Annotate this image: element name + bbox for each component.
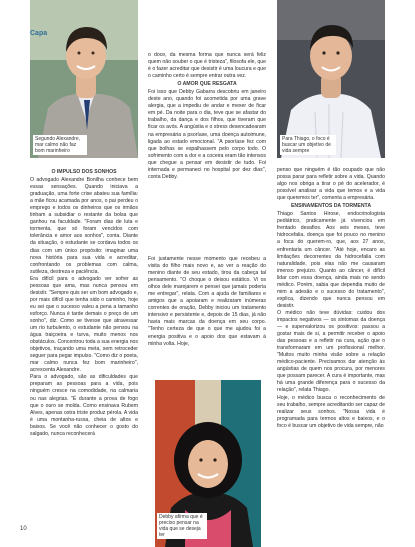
debby-caption: Debby afirma que é preciso pensar na vida que se deseja ter — [157, 513, 207, 539]
alexandre-caption: Segundo Alexandre, mar calmo não faz bom marinheiro — [33, 135, 87, 155]
thiago-caption: Para Thiago, o foco é buscar um objetivo de vida sempre — [280, 135, 336, 155]
subheading-impulso: O IMPULSO DOS SONHOS — [51, 169, 117, 175]
paragraph: O médico não teve dúvidas: cuidou dos impactos negativos — os sintomas da doença — e supervalorizou os positivos: passou a gostar mais de si, a permitir receber o apoio das pessoas e a refletir na cura, ação que o transformaram em um profissional melhor. "Muitos muito minha visão sobre a relação médico-paciente. Precisamos dar atenção às angústias de quem nos procura, por menores que possam parecer. A cura é importante, mas há uma grande diferença para o sucesso da relação", relata Thiago. — [277, 309, 385, 394]
paragraph: Para o advogado, são as dificuldades que preparam as pessoas para a vida, pois ninguém cresce na comodidade, na calmaria ou nas alegrias. "É durante a prova de fogo que o ouro se molda. Como ensinava Rubem Alves, apenas ostra triste produz pérola. A vida é uma montanha-russa, cheia de altos e baixos. Se você não conhecer o gosto do salgado, nunca reconhecerá — [30, 374, 138, 437]
section-tab: Capa — [30, 30, 48, 37]
paragraph: Era difícil para o advogado ver sofrer as pessoas que ama, mas nunca pensou em desistir. "Sempre quis ser um bom advogado e, por mais difícil que tenha sido o caminho, hoje eu sei que o sucesso valeu a pena a tamanho esforço. Nunca é tarde demais o preço de um sonho", diz. Como se tivesse que atravessar um rio turbulento, o estudante não pensou na água traiçoeira e turva, muito menos nos obstáculos. Concentrou toda a sua energia nos objetivos, traçando uma meta, sem retroceder seguer para pegar impulso. "Como diz o poeta, mar calmo nunca fez bom marinheiro", acrescenta Alexandre. — [30, 275, 138, 374]
paragraph: Foi isso que Debby Gabarra descobriu em janeiro deste ano, quando foi acometida por uma grave alergia, que a impediu de andar e mexer de ficar em pé. Da noite para o dia, teve que se afastar do trabalho, da dança e dos filhos, que tiveram que ficar os avós. A angústia e o stress desencadearam na empresária a psoríase, uma doença autoimune, ligada ao estado emocional. "A psoríase fez com que bolhas se espalhassem pelo corpo todo. O sofrimento com a dor e a coceira eram tão intensos que chegue a pensar em desistir de tudo. Foi internada e permaneci no hospital por dez dias", conta Debby. — [148, 89, 266, 180]
paragraph: o doce, da mesma forma que nunca será feliz quem não souber o que é tristeza", filosofa ele, que é o fazer acreditar que desistir é uma loucura e que o caminho certo é sempre entrar outra vez. — [148, 52, 266, 80]
paragraph: Hoje, o médico busca o reconhecimento de seu trabalho, sempre acreditando ser capaz de realizar seus sonhos. "Nossa vida é programada para termos altos e baixos, e o foco é buscar um objetivo de vida sempre, não — [277, 394, 385, 429]
page-number: 10 — [20, 526, 27, 532]
article-column-2 — [148, 52, 266, 181]
paragraph: Thiago Santos Hirose, endocrinologista pediátrico, praticamente já vivenciou em frentado desafios. Aos seis meses, teve hidrocefalia, doença que foi pouco no menino a foca do querem-ro, que, aos 27 anos, enfrentaria um câncer. "Até hoje, encaro as limitações decorrentes da hidrocefalia com naturalidade, pois elas não me causaram imenso prejuízo. Quanto ao câncer, é difícil lidar com essa doença, ainda mais no sendo médico. Porém, sabia que dependia muito de mim a adesão e o sucesso do tratamento", explica, dizendo que nunca pensou em desistir. — [277, 211, 385, 309]
paragraph: O advogado Alexandre Bonilha conhece bem essas sensações. Quando iniciava a graduação, uma forte crise abateu sua família: a mãe ficou acamada por anos, o pai perdeu o emprego e todos os dinheiros que os irmãos tinham a subsidiar o restante da bolsa que ganhou na faculdade. "Foram dias de luta e tormenta, que só foram vencidos com tolerância e amor aos sonhos", conta. Diante da situação, o estudante se cordava todos os dias com um único propósito: imaginar uma nova história para sua vida e acreditar, confrontando os problemas com calma, sutileza, destreza e paciência. — [30, 177, 138, 275]
article-column-2-continued — [148, 256, 266, 348]
paragraph: penso que ninguém é tão ocupado que não possa parar para refletir sobre a vida. Quando algo nos obriga a tirar o pé do acelerador, é possível analisar a vida que temos e a vida que queremos ter", comenta a empresária. — [277, 167, 385, 202]
paragraph: Foi justamente nesse momento que recebeu a visita do filho mais novo e, ao ver a reação do menino diante de seu estado, tirou da cabeça tal pensamento. "O choque o deixou estático. Vi os olhos dele marejarem e pensei que jamais poderia me entregar", relata. Com a ajuda de familiares e amigos que a apoiaram e realizaram inúmeras correntes de oração, Debby iniciou um tratamento intensivo e persistente e, depois de 15 dias, já não havia mais marcas da doença em seu corpo. "Tenho certeza de que o que me ajudou foi a energia positiva e o apoio dos que estavam à minha volta. Hoje, — [148, 256, 266, 347]
article-column-3 — [277, 167, 385, 430]
article-column-1 — [30, 168, 138, 438]
subheading-amor: O AMOR QUE RESGATA — [177, 81, 237, 88]
subheading-tormenta: ENSINAMENTOS DA TORMENTA — [290, 203, 372, 210]
